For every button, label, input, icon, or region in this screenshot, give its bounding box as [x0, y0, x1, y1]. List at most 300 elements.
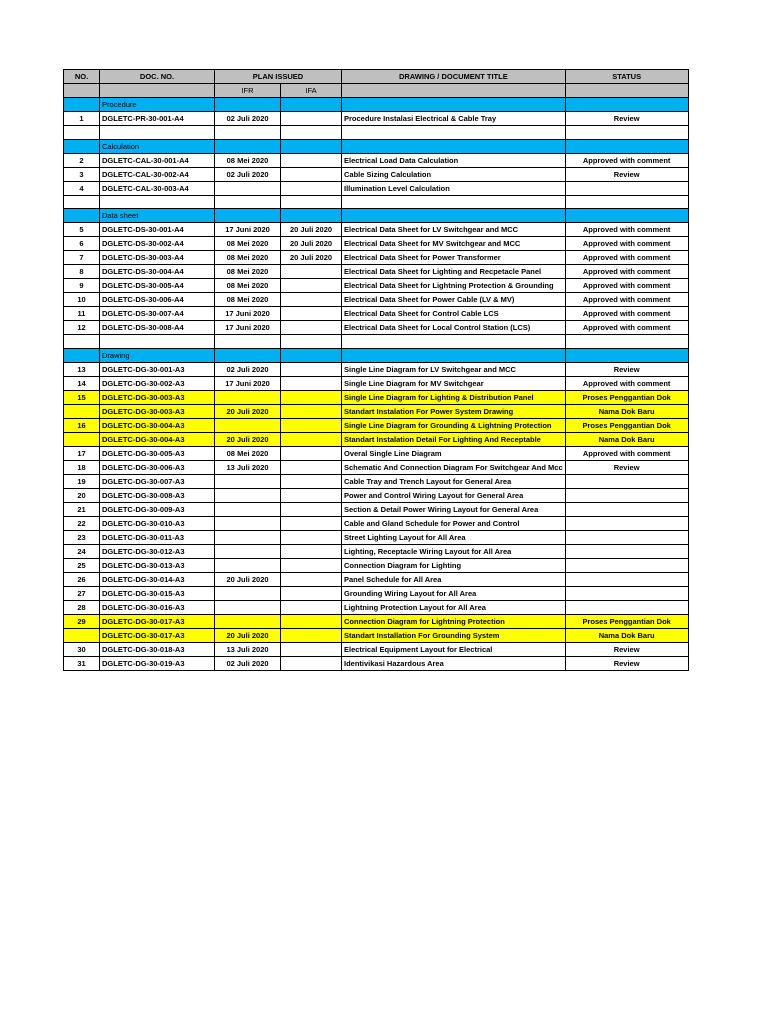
blank-cell	[565, 126, 688, 140]
document-title: Standart Instalation Detail For Lighting And Receptable	[342, 432, 566, 446]
header-row	[64, 70, 689, 84]
row-number: 8	[64, 265, 100, 279]
ifa-date	[281, 181, 342, 195]
ifr-date	[215, 558, 281, 572]
blank-cell	[342, 126, 566, 140]
blank-cell	[64, 335, 100, 349]
status-value	[565, 586, 688, 600]
doc-number: DGLETC-CAL-30-002-A4	[100, 167, 215, 181]
blank-row	[64, 126, 689, 140]
ifa-date: 20 Juli 2020	[281, 223, 342, 237]
row-number: 11	[64, 307, 100, 321]
ifa-date	[281, 488, 342, 502]
section-empty-cell	[215, 348, 281, 362]
ifa-date	[281, 572, 342, 586]
ifa-date	[281, 600, 342, 614]
blank-cell	[100, 335, 215, 349]
blank-cell	[100, 195, 215, 209]
document-title: Electrical Data Sheet for Power Transformer	[342, 251, 566, 265]
status-value: Approved with comment	[565, 251, 688, 265]
doc-number: DGLETC-DS-30-001-A4	[100, 223, 215, 237]
status-value: Nama Dok Baru	[565, 628, 688, 642]
document-title: Electrical Load Data Calculation	[342, 153, 566, 167]
document-title: Cable Sizing Calculation	[342, 167, 566, 181]
status-value: Approved with comment	[565, 223, 688, 237]
ifr-date: 02 Juli 2020	[215, 362, 281, 376]
blank-cell	[215, 195, 281, 209]
ifa-date	[281, 307, 342, 321]
ifr-date: 08 Mei 2020	[215, 279, 281, 293]
doc-number: DGLETC-DG-30-003-A3	[100, 404, 215, 418]
row-number: 18	[64, 460, 100, 474]
header-title: DRAWING / DOCUMENT TITLE	[342, 70, 566, 84]
ifr-date: 08 Mei 2020	[215, 237, 281, 251]
header-ifa: IFA	[281, 84, 342, 98]
status-value	[565, 502, 688, 516]
ifr-date	[215, 516, 281, 530]
subheader-blank	[100, 84, 215, 98]
ifa-date	[281, 390, 342, 404]
section-empty-cell	[565, 98, 688, 112]
ifa-date	[281, 265, 342, 279]
highlighted-table-row	[64, 404, 689, 418]
document-title: Electrical Data Sheet for Local Control Station (LCS)	[342, 321, 566, 335]
table-row	[64, 446, 689, 460]
table-row	[64, 181, 689, 195]
row-number	[64, 404, 100, 418]
doc-number: DGLETC-DG-30-011-A3	[100, 530, 215, 544]
ifr-date	[215, 600, 281, 614]
ifr-date: 08 Mei 2020	[215, 251, 281, 265]
doc-number: DGLETC-DG-30-007-A3	[100, 474, 215, 488]
section-empty-cell	[342, 209, 566, 223]
highlighted-table-row	[64, 628, 689, 642]
section-empty-cell	[281, 209, 342, 223]
ifa-date	[281, 642, 342, 656]
doc-number: DGLETC-DS-30-007-A4	[100, 307, 215, 321]
table-row	[64, 488, 689, 502]
status-value	[565, 530, 688, 544]
document-title: Electrical Data Sheet for Power Cable (LV & MV)	[342, 293, 566, 307]
document-title: Illumination Level Calculation	[342, 181, 566, 195]
status-value: Approved with comment	[565, 237, 688, 251]
doc-number: DGLETC-DG-30-004-A3	[100, 418, 215, 432]
document-title: Procedure Instalasi Electrical & Cable Tray	[342, 112, 566, 126]
ifr-date: 08 Mei 2020	[215, 293, 281, 307]
ifa-date	[281, 446, 342, 460]
section-no-cell	[64, 348, 100, 362]
section-empty-cell	[565, 348, 688, 362]
blank-cell	[100, 126, 215, 140]
subheader-blank	[64, 84, 100, 98]
ifr-date: 08 Mei 2020	[215, 446, 281, 460]
status-value: Review	[565, 362, 688, 376]
row-number: 19	[64, 474, 100, 488]
ifa-date	[281, 279, 342, 293]
blank-cell	[281, 195, 342, 209]
row-number: 6	[64, 237, 100, 251]
status-value: Approved with comment	[565, 153, 688, 167]
section-empty-cell	[215, 139, 281, 153]
section-no-cell	[64, 209, 100, 223]
status-value: Proses Penggantian Dok	[565, 418, 688, 432]
doc-number: DGLETC-DG-30-017-A3	[100, 614, 215, 628]
doc-number: DGLETC-DG-30-004-A3	[100, 432, 215, 446]
ifa-date	[281, 558, 342, 572]
ifa-date	[281, 586, 342, 600]
blank-cell	[215, 335, 281, 349]
header-ifr: IFR	[215, 84, 281, 98]
section-empty-cell	[565, 139, 688, 153]
doc-number: DGLETC-DG-30-016-A3	[100, 600, 215, 614]
doc-number: DGLETC-CAL-30-001-A4	[100, 153, 215, 167]
status-value	[565, 516, 688, 530]
row-number: 22	[64, 516, 100, 530]
row-number: 29	[64, 614, 100, 628]
ifr-date: 20 Juli 2020	[215, 572, 281, 586]
document-title: Overal Single Line Diagram	[342, 446, 566, 460]
ifr-date	[215, 181, 281, 195]
blank-cell	[565, 195, 688, 209]
document-title: Electrical Data Sheet for MV Switchgear and MCC	[342, 237, 566, 251]
ifa-date	[281, 362, 342, 376]
doc-number: DGLETC-DS-30-006-A4	[100, 293, 215, 307]
status-value: Nama Dok Baru	[565, 432, 688, 446]
document-title: Electrical Data Sheet for Control Cable LCS	[342, 307, 566, 321]
ifr-date: 13 Juli 2020	[215, 460, 281, 474]
document-title: Standart Instalation For Power System Drawing	[342, 404, 566, 418]
blank-cell	[64, 126, 100, 140]
row-number: 21	[64, 502, 100, 516]
doc-number: DGLETC-DG-30-018-A3	[100, 642, 215, 656]
table-row	[64, 474, 689, 488]
ifr-date: 20 Juli 2020	[215, 432, 281, 446]
document-title: Grounding Wiring Layout for All Area	[342, 586, 566, 600]
ifr-date: 17 Juni 2020	[215, 376, 281, 390]
status-value: Approved with comment	[565, 376, 688, 390]
document-title: Single Line Diagram for Lighting & Distribution Panel	[342, 390, 566, 404]
ifa-date	[281, 432, 342, 446]
subheader-row	[64, 84, 689, 98]
section-empty-cell	[281, 98, 342, 112]
row-number: 14	[64, 376, 100, 390]
section-label: Procedure	[100, 98, 215, 112]
ifr-date	[215, 474, 281, 488]
row-number: 26	[64, 572, 100, 586]
section-label: Data sheet	[100, 209, 215, 223]
status-value: Approved with comment	[565, 279, 688, 293]
ifr-date	[215, 544, 281, 558]
doc-number: DGLETC-DG-30-010-A3	[100, 516, 215, 530]
header-doc-no: DOC. NO.	[100, 70, 215, 84]
status-value	[565, 544, 688, 558]
ifr-date: 02 Juli 2020	[215, 167, 281, 181]
row-number: 5	[64, 223, 100, 237]
document-title: Standart Installation For Grounding System	[342, 628, 566, 642]
document-title: Single Line Diagram for LV Switchgear and MCC	[342, 362, 566, 376]
doc-number: DGLETC-DG-30-013-A3	[100, 558, 215, 572]
section-empty-cell	[565, 209, 688, 223]
highlighted-table-row	[64, 432, 689, 446]
ifa-date	[281, 321, 342, 335]
ifr-date: 02 Juli 2020	[215, 656, 281, 670]
doc-number: DGLETC-DG-30-008-A3	[100, 488, 215, 502]
table-row	[64, 600, 689, 614]
table-row	[64, 153, 689, 167]
row-number	[64, 628, 100, 642]
ifa-date	[281, 376, 342, 390]
row-number: 16	[64, 418, 100, 432]
ifa-date	[281, 656, 342, 670]
table-row	[64, 558, 689, 572]
section-empty-cell	[215, 98, 281, 112]
section-empty-cell	[342, 139, 566, 153]
ifa-date	[281, 474, 342, 488]
section-row	[64, 139, 689, 153]
highlighted-table-row	[64, 418, 689, 432]
status-value: Proses Penggantian Dok	[565, 614, 688, 628]
doc-number: DGLETC-DS-30-002-A4	[100, 237, 215, 251]
table-row	[64, 237, 689, 251]
status-value: Approved with comment	[565, 321, 688, 335]
row-number: 23	[64, 530, 100, 544]
ifr-date: 13 Juli 2020	[215, 642, 281, 656]
doc-number: DGLETC-DG-30-003-A3	[100, 390, 215, 404]
highlighted-table-row	[64, 614, 689, 628]
ifa-date	[281, 614, 342, 628]
section-empty-cell	[215, 209, 281, 223]
document-register-table	[63, 69, 689, 671]
row-number: 10	[64, 293, 100, 307]
status-value: Review	[565, 642, 688, 656]
ifr-date: 17 Juni 2020	[215, 321, 281, 335]
document-title: Power and Control Wiring Layout for General Area	[342, 488, 566, 502]
row-number: 15	[64, 390, 100, 404]
doc-number: DGLETC-DG-30-005-A3	[100, 446, 215, 460]
table-row	[64, 544, 689, 558]
header-plan-issued: PLAN ISSUED	[215, 70, 342, 84]
ifa-date	[281, 293, 342, 307]
row-number: 12	[64, 321, 100, 335]
document-title: Lighting, Receptacle Wiring Layout for All Area	[342, 544, 566, 558]
table-row	[64, 460, 689, 474]
document-title: Lightning Protection Layout for All Area	[342, 600, 566, 614]
status-value: Approved with comment	[565, 307, 688, 321]
table-row	[64, 586, 689, 600]
row-number	[64, 432, 100, 446]
table-row	[64, 293, 689, 307]
ifa-date	[281, 460, 342, 474]
ifa-date	[281, 153, 342, 167]
ifa-date: 20 Juli 2020	[281, 237, 342, 251]
row-number: 9	[64, 279, 100, 293]
doc-number: DGLETC-DG-30-014-A3	[100, 572, 215, 586]
row-number: 24	[64, 544, 100, 558]
blank-cell	[342, 195, 566, 209]
ifr-date: 20 Juli 2020	[215, 404, 281, 418]
ifa-date	[281, 516, 342, 530]
status-value	[565, 600, 688, 614]
doc-number: DGLETC-DG-30-019-A3	[100, 656, 215, 670]
table-row	[64, 223, 689, 237]
table-row	[64, 516, 689, 530]
table-row	[64, 321, 689, 335]
document-title: Electrical Data Sheet for Lighting and Recpetacle Panel	[342, 265, 566, 279]
table-row	[64, 502, 689, 516]
row-number: 25	[64, 558, 100, 572]
status-value: Review	[565, 656, 688, 670]
ifr-date	[215, 586, 281, 600]
ifa-date	[281, 404, 342, 418]
document-title: Electrical Data Sheet for Lightning Protection & Grounding	[342, 279, 566, 293]
table-row	[64, 362, 689, 376]
table-row	[64, 376, 689, 390]
document-title: Cable and Gland Schedule for Power and Control	[342, 516, 566, 530]
blank-cell	[281, 126, 342, 140]
row-number: 27	[64, 586, 100, 600]
blank-row	[64, 335, 689, 349]
section-empty-cell	[281, 348, 342, 362]
doc-number: DGLETC-DS-30-005-A4	[100, 279, 215, 293]
section-row	[64, 348, 689, 362]
blank-cell	[342, 335, 566, 349]
status-value: Approved with comment	[565, 293, 688, 307]
status-value	[565, 558, 688, 572]
subheader-blank	[565, 84, 688, 98]
section-no-cell	[64, 98, 100, 112]
status-value	[565, 572, 688, 586]
doc-number: DGLETC-DG-30-002-A3	[100, 376, 215, 390]
status-value: Approved with comment	[565, 265, 688, 279]
ifr-date	[215, 418, 281, 432]
row-number: 4	[64, 181, 100, 195]
section-row	[64, 209, 689, 223]
blank-cell	[281, 335, 342, 349]
ifr-date	[215, 390, 281, 404]
section-no-cell	[64, 139, 100, 153]
document-title: Schematic And Connection Diagram For Switchgear And Mcc	[342, 460, 566, 474]
row-number: 28	[64, 600, 100, 614]
table-row	[64, 656, 689, 670]
document-title: Electrical Equipment Layout for Electrical	[342, 642, 566, 656]
header-no: NO.	[64, 70, 100, 84]
section-empty-cell	[342, 98, 566, 112]
ifa-date	[281, 167, 342, 181]
table-row	[64, 167, 689, 181]
doc-number: DGLETC-DS-30-003-A4	[100, 251, 215, 265]
ifr-date: 20 Juli 2020	[215, 628, 281, 642]
doc-number: DGLETC-PR-30-001-A4	[100, 112, 215, 126]
ifr-date: 17 Juni 2020	[215, 223, 281, 237]
row-number: 20	[64, 488, 100, 502]
ifa-date	[281, 530, 342, 544]
ifr-date: 08 Mei 2020	[215, 265, 281, 279]
document-title: Single Line Diagram for Grounding & Lightning Protection	[342, 418, 566, 432]
row-number: 17	[64, 446, 100, 460]
row-number: 3	[64, 167, 100, 181]
ifr-date: 02 Juli 2020	[215, 112, 281, 126]
table-row	[64, 642, 689, 656]
status-value	[565, 488, 688, 502]
document-title: Connection Diagram for Lightning Protection	[342, 614, 566, 628]
table-row	[64, 251, 689, 265]
status-value: Review	[565, 112, 688, 126]
document-title: Street Lighting Layout for All Area	[342, 530, 566, 544]
status-value: Review	[565, 167, 688, 181]
subheader-blank	[342, 84, 566, 98]
doc-number: DGLETC-DG-30-001-A3	[100, 362, 215, 376]
section-empty-cell	[281, 139, 342, 153]
blank-cell	[215, 126, 281, 140]
ifa-date	[281, 502, 342, 516]
ifr-date	[215, 488, 281, 502]
row-number: 13	[64, 362, 100, 376]
table-row	[64, 265, 689, 279]
blank-row	[64, 195, 689, 209]
row-number: 2	[64, 153, 100, 167]
document-title: Connection Diagram for Lighting	[342, 558, 566, 572]
table-row	[64, 112, 689, 126]
row-number: 1	[64, 112, 100, 126]
section-label: Drawing	[100, 348, 215, 362]
status-value	[565, 474, 688, 488]
status-value	[565, 181, 688, 195]
doc-number: DGLETC-DG-30-009-A3	[100, 502, 215, 516]
ifa-date	[281, 418, 342, 432]
status-value: Approved with comment	[565, 446, 688, 460]
section-row	[64, 98, 689, 112]
ifa-date	[281, 544, 342, 558]
ifr-date	[215, 614, 281, 628]
document-title: Section & Detail Power Wiring Layout for General Area	[342, 502, 566, 516]
row-number: 31	[64, 656, 100, 670]
row-number: 7	[64, 251, 100, 265]
status-value: Review	[565, 460, 688, 474]
table-row	[64, 530, 689, 544]
table-row	[64, 279, 689, 293]
doc-number: DGLETC-DS-30-008-A4	[100, 321, 215, 335]
document-title: Electrical Data Sheet for LV Switchgear and MCC	[342, 223, 566, 237]
ifa-date	[281, 628, 342, 642]
status-value: Nama Dok Baru	[565, 404, 688, 418]
table-row	[64, 572, 689, 586]
doc-number: DGLETC-CAL-30-003-A4	[100, 181, 215, 195]
document-title: Cable Tray and Trench Layout for General Area	[342, 474, 566, 488]
header-status: STATUS	[565, 70, 688, 84]
ifa-date	[281, 112, 342, 126]
ifr-date: 17 Juni 2020	[215, 307, 281, 321]
blank-cell	[565, 335, 688, 349]
section-empty-cell	[342, 348, 566, 362]
document-title: Identivikasi Hazardous Area	[342, 656, 566, 670]
status-value: Proses Penggantian Dok	[565, 390, 688, 404]
ifr-date	[215, 530, 281, 544]
section-label: Calculation	[100, 139, 215, 153]
blank-cell	[64, 195, 100, 209]
doc-number: DGLETC-DG-30-015-A3	[100, 586, 215, 600]
ifa-date: 20 Juli 2020	[281, 251, 342, 265]
table-row	[64, 307, 689, 321]
document-title: Single Line Diagram for MV Switchgear	[342, 376, 566, 390]
doc-number: DGLETC-DG-30-006-A3	[100, 460, 215, 474]
ifr-date: 08 Mei 2020	[215, 153, 281, 167]
doc-number: DGLETC-DS-30-004-A4	[100, 265, 215, 279]
document-title: Panel Schedule for All Area	[342, 572, 566, 586]
doc-number: DGLETC-DG-30-017-A3	[100, 628, 215, 642]
ifr-date	[215, 502, 281, 516]
row-number: 30	[64, 642, 100, 656]
doc-number: DGLETC-DG-30-012-A3	[100, 544, 215, 558]
